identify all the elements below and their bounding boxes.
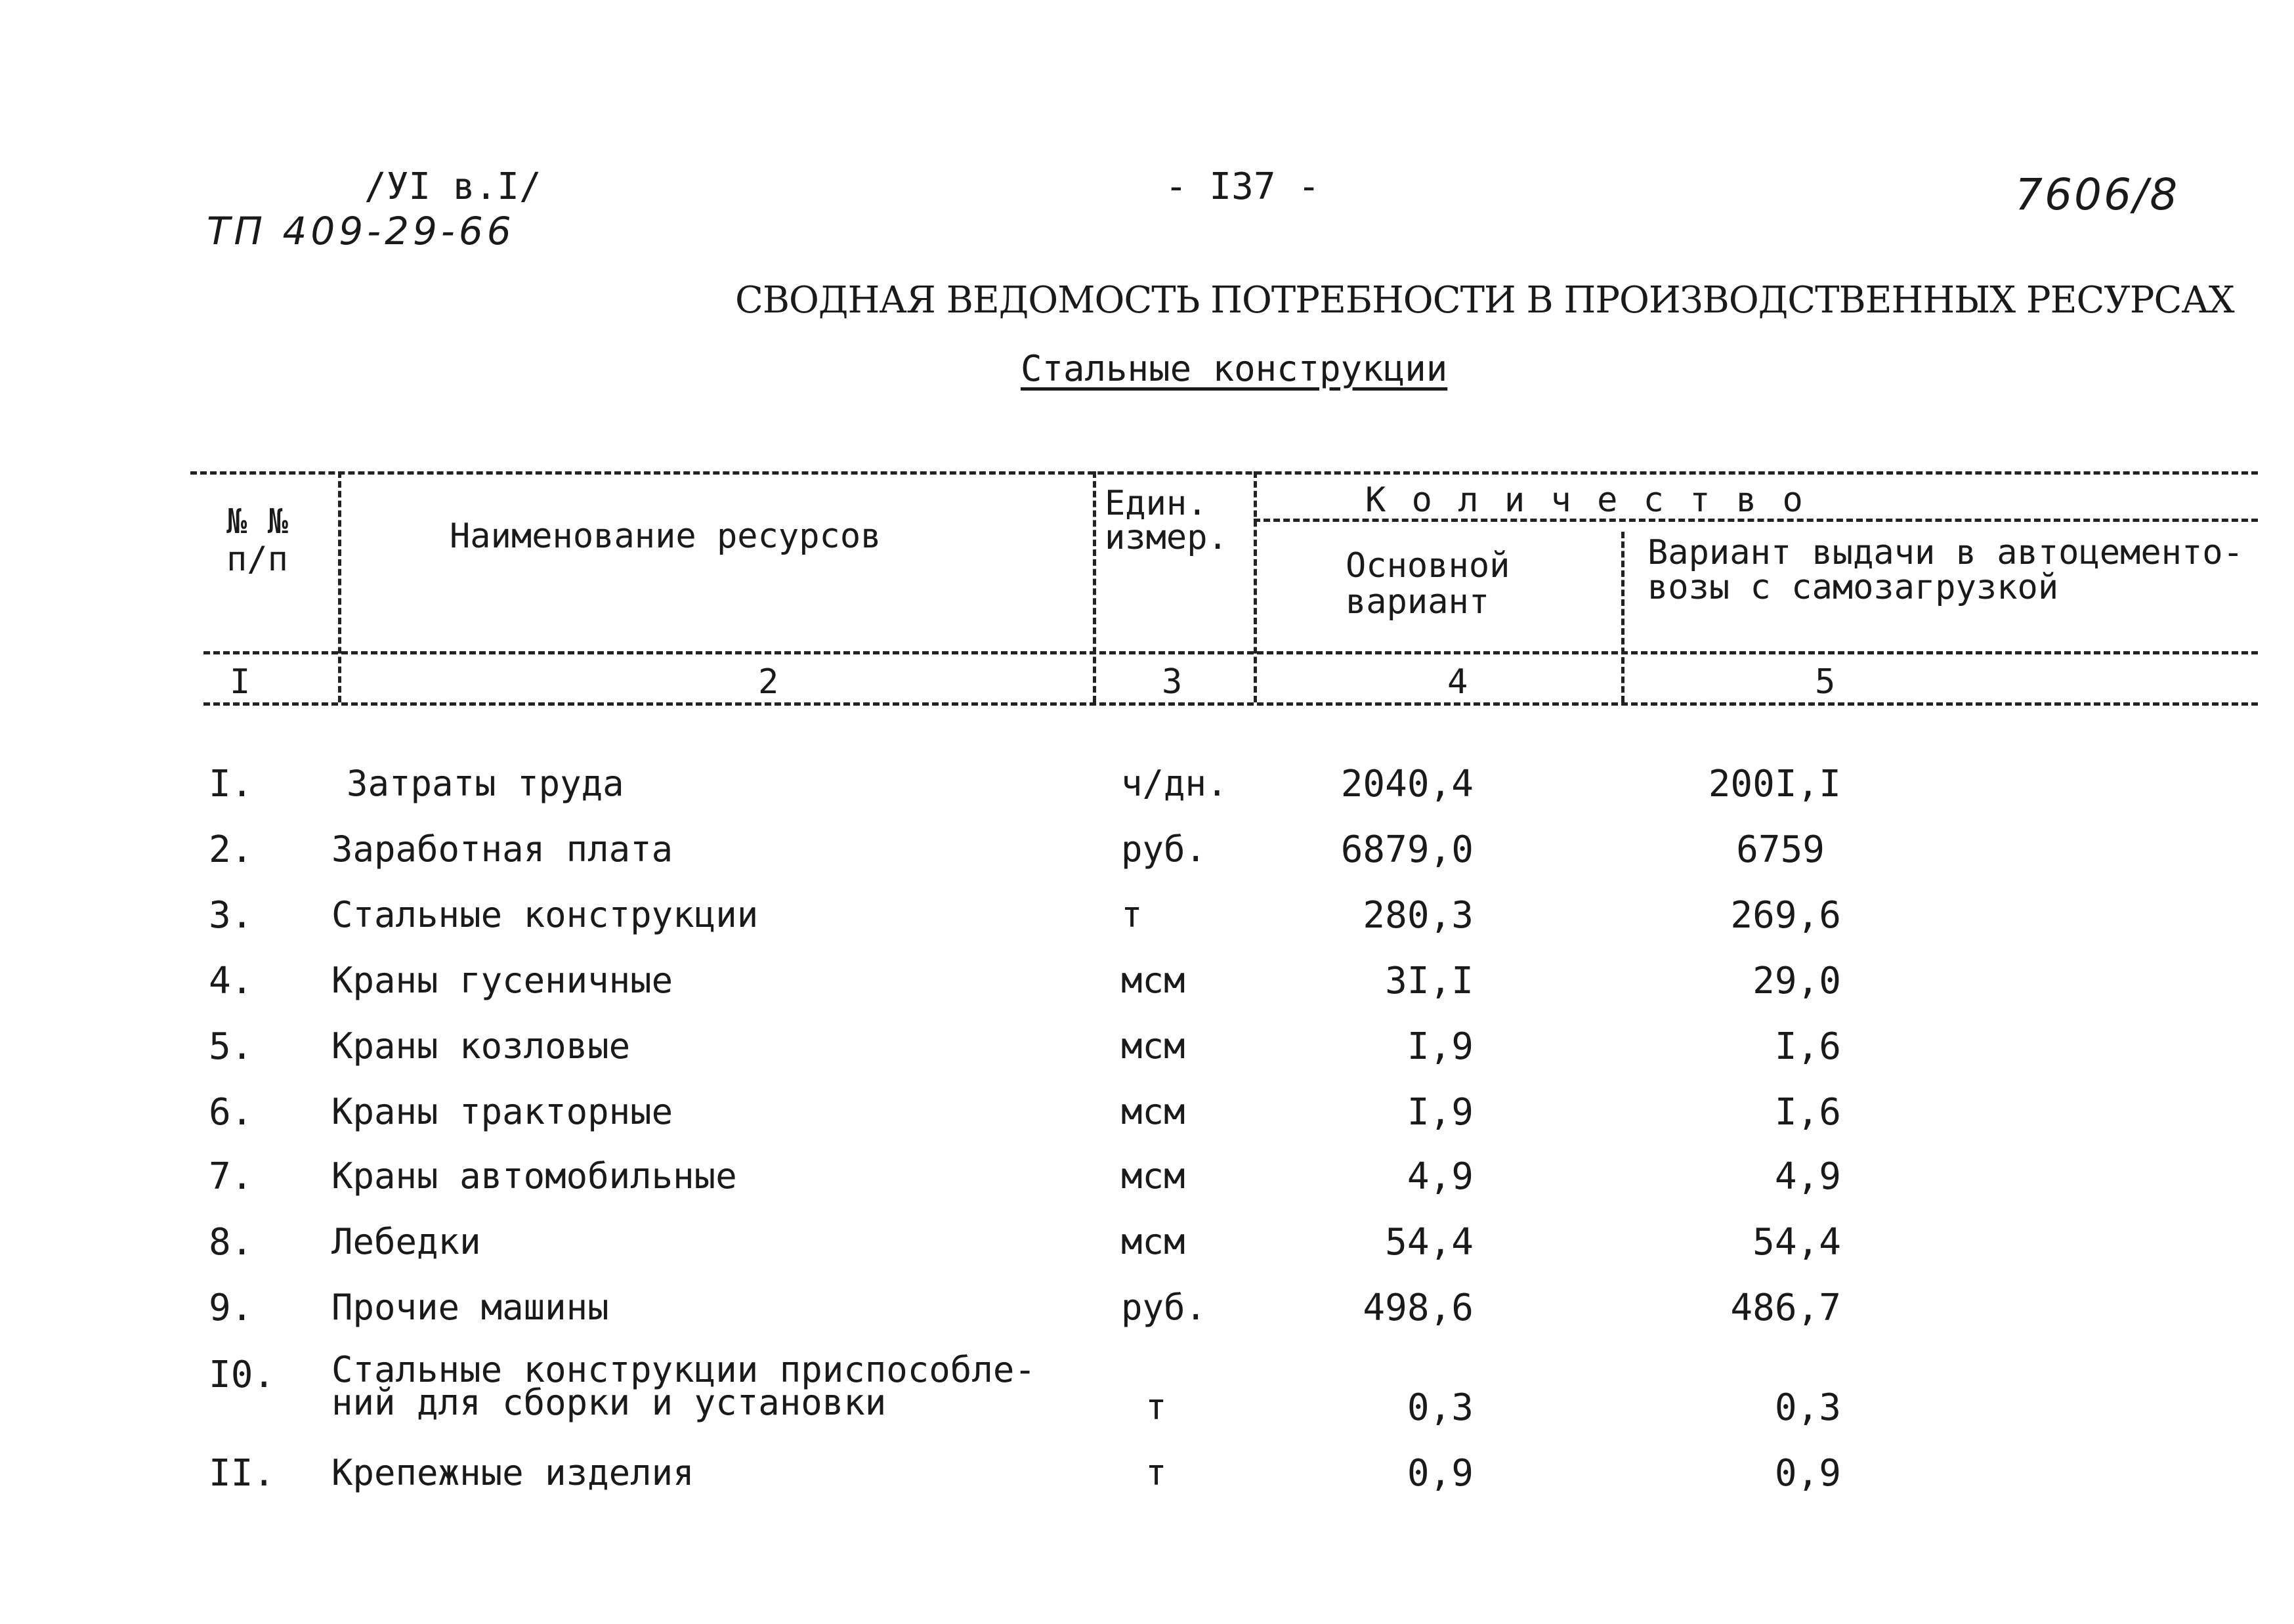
row-number: II. [209,1452,276,1495]
col-sep-4 [1621,532,1625,702]
row-value-main: 280,3 [1363,894,1474,937]
row-number: I0. [209,1354,276,1396]
col1-header-line2: п/п [226,540,288,579]
row-unit: мсм [1121,1025,1185,1067]
col-sep-2 [1093,471,1096,702]
col5-header-line2: возы с самозагрузкой [1647,568,2059,607]
row-value-variant: 6759 [1736,828,1825,871]
row-number: 3. [209,894,253,937]
row-unit: мсм [1121,1221,1185,1262]
row-number: 6. [209,1091,253,1134]
page-number: - I37 - [1165,165,1321,208]
row-value-main: 2040,4 [1340,763,1474,805]
row-unit: руб. [1121,828,1207,870]
document-number: 7606/8 [2015,169,2180,220]
header-bottom-line [203,702,2258,706]
row-number: 8. [209,1221,253,1264]
col-number-4: 4 [1447,662,1468,702]
quantity-group-header: К о л и ч е с т в о [1365,481,1806,520]
col5-header-line1: Вариант выдачи в автоцементо- [1647,533,2243,572]
row-value-main: I,9 [1407,1025,1474,1068]
volume-label: /УI в.I/ [364,165,542,208]
row-number: I. [209,763,253,805]
row-value-main: 54,4 [1385,1221,1474,1264]
header-top-line [190,471,2258,475]
row-value-variant: 4,9 [1774,1155,1841,1198]
row-resource-name: Затраты труда [347,763,624,804]
row-resource-name: Стальные конструкции приспособле- [331,1349,1036,1390]
row-value-main: 4,9 [1407,1155,1474,1198]
col2-header: Наименование ресурсов [450,517,881,556]
row-unit: т [1121,894,1143,935]
row-value-variant: I,6 [1774,1091,1841,1134]
row-resource-name-continued: ний для сборки и установки [331,1382,887,1423]
row-value-main: 498,6 [1363,1287,1474,1329]
row-resource-name: Стальные конструкции [331,894,759,935]
row-number: 2. [209,828,253,871]
row-unit: ч/дн. [1121,763,1228,804]
row-value-variant: I,6 [1774,1025,1841,1068]
col1-header-line1: № № [226,502,288,542]
row-value-main: 0,3 [1407,1386,1474,1429]
row-unit: мсм [1121,1091,1185,1132]
document-title: СВОДНАЯ ВЕДОМОСТЬ ПОТРЕБНОСТИ В ПРОИЗВОДСТВЕННЫХ РЕСУРСАХ [735,279,2234,322]
row-value-variant: 200I,I [1708,763,1841,805]
col-number-3: 3 [1162,662,1183,702]
row-resource-name: Краны гусеничные [331,960,673,1001]
row-number: 9. [209,1287,253,1329]
document-subtitle: Стальные конструкции [1021,348,1448,389]
project-code: ТП 409-29-66 [207,209,515,253]
row-unit: т [1145,1452,1167,1493]
row-unit: мсм [1121,960,1185,1001]
col-sep-3 [1254,471,1257,702]
row-resource-name: Краны козловые [331,1025,631,1067]
row-resource-name: Крепежные изделия [331,1452,694,1493]
row-value-main: 3I,I [1385,960,1474,1002]
row-value-main: 6879,0 [1340,828,1474,871]
col3-header-line1: Един. [1105,484,1208,523]
row-value-variant: 0,3 [1774,1386,1841,1429]
row-unit: мсм [1121,1155,1185,1197]
col-sep-1 [338,471,341,702]
row-unit: руб. [1121,1287,1207,1328]
row-resource-name: Лебедки [331,1221,481,1262]
header-mid-line [203,651,2258,654]
col-number-1: I [230,662,251,702]
row-value-main: I,9 [1407,1091,1474,1134]
row-value-main: 0,9 [1407,1452,1474,1495]
row-number: 4. [209,960,253,1002]
row-value-variant: 54,4 [1752,1221,1841,1264]
row-resource-name: Краны тракторные [331,1091,673,1132]
col-number-5: 5 [1815,662,1836,702]
row-value-variant: 0,9 [1774,1452,1841,1495]
row-value-variant: 269,6 [1730,894,1841,937]
row-number: 7. [209,1155,253,1198]
row-resource-name: Краны автомобильные [331,1155,737,1197]
row-resource-name: Заработная плата [331,828,673,870]
row-value-variant: 486,7 [1730,1287,1841,1329]
col4-header-line1: Основной [1346,546,1510,586]
row-resource-name: Прочие машины [331,1287,609,1328]
col4-header-line2: вариант [1346,582,1490,622]
row-value-variant: 29,0 [1752,960,1841,1002]
row-unit: т [1145,1386,1167,1428]
col-number-2: 2 [758,662,779,702]
col3-header-line2: измер. [1105,518,1228,557]
row-number: 5. [209,1025,253,1068]
